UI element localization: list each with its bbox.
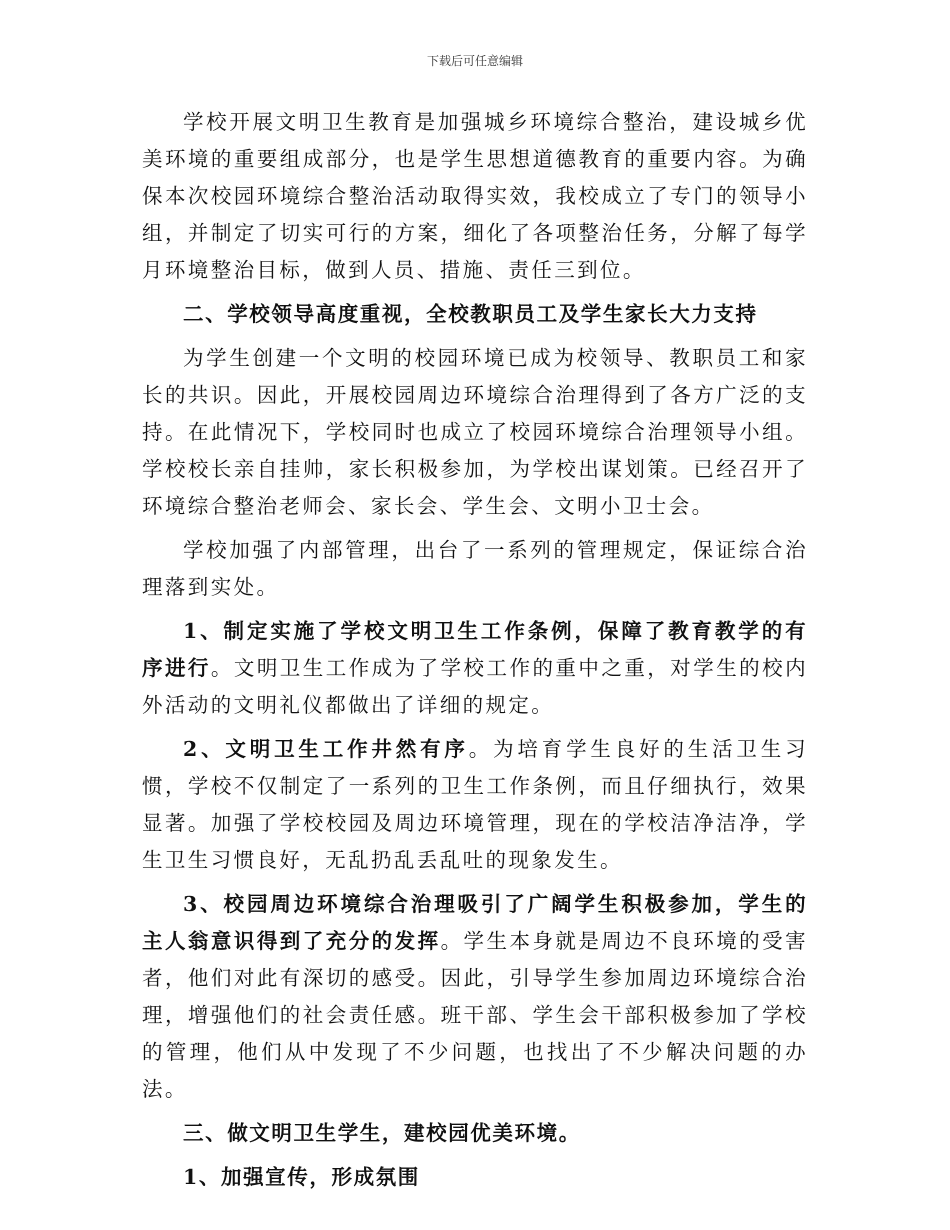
subsection-heading-3-1: 1、加强宣传，形成氛围: [183, 1165, 420, 1189]
section-heading-2: 二、学校领导高度重视，全校教职员工及学生家长大力支持: [183, 302, 758, 326]
list-item-2-title: 2、文明卫生工作井然有序: [183, 737, 469, 761]
page-header: 下载后可任意编辑: [426, 54, 523, 68]
list-item-1: [142, 613, 808, 724]
paragraph-intro: 学校开展文明卫生教育是加强城乡环境综合整治，建设城乡优美环境的重要组成部分，也是学生思想道德教育的重要内容。为确保本次校园环境综合整治活动取得实效，我校成立了专门的领导小组，并制定了切实可行的方案，细化了各项整治任务，分解了每学月环境整治目标，做到人员、措施、责任三到位。: [142, 110, 808, 282]
list-item-1-text: 。文明卫生工作成为了学校工作的重中之重，对学生的校内外活动的文明礼仪都做出了详细的规定。: [142, 656, 808, 717]
paragraph-support: 为学生创建一个文明的校园环境已成为校领导、教职员工和家长的共识。因此，开展校园周边环境综合治理得到了各方广泛的支持。在此情况下，学校同时也成立了校园环境综合治理领导小组。学校校长亲自挂帅，家长积极参加，为学校出谋划策。已经召开了环境综合整治老师会、家长会、学生会、文明小卫士会。: [142, 346, 808, 518]
list-item-3-title: 3、校园周边环境综合治理吸引了广阔学生积极参加，学生的主人翁意识得到了充分的发挥: [142, 892, 808, 953]
list-item-2-text: 。为培育学生良好的生活卫生习惯，学校不仅制定了一系列的卫生工作条例，而且仔细执行，效果显著。加强了学校校园及周边环境管理，现在的学校洁净洁净，学生卫生习惯良好，无乱扔乱丢乱吐的现象发生。: [142, 737, 808, 872]
document-body: [142, 104, 808, 1203]
list-item-1-title: 1、制定实施了学校文明卫生工作条例，保障了教育教学的有序进行: [142, 619, 808, 680]
list-item-2: [142, 731, 808, 879]
section-heading-3: 三、做文明卫生学生，建校园优美环境。: [183, 1121, 581, 1145]
list-item-3: [142, 886, 808, 1108]
list-item-3-text: 。学生本身就是周边不良环境的受害者，他们对此有深切的感受。因此，引导学生参加周边环境综合治理，增强他们的社会责任感。班干部、学生会干部积极参加了学校的管理，他们从中发现了不少问题，也找出了不少解决问题的办法。: [142, 929, 808, 1101]
paragraph-management: 学校加强了内部管理，出台了一系列的管理规定，保证综合治理落到实处。: [142, 538, 808, 599]
